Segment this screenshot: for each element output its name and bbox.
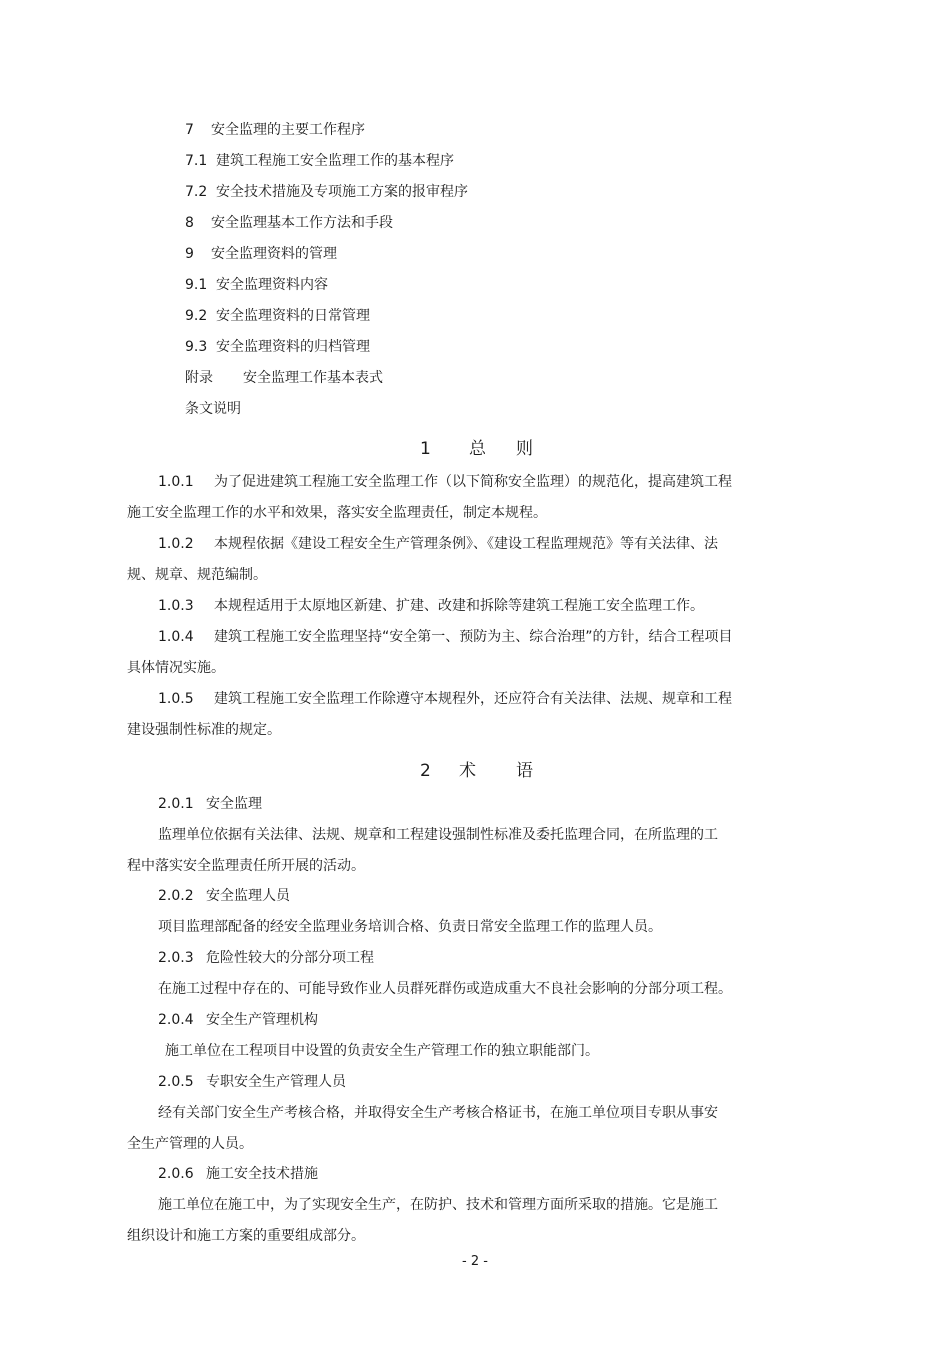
term-2-0-1-def: 监理单位依据有关法律、法规、规章和工程建设强制性标准及委托监理合同，在所监理的工 [158, 827, 718, 843]
page-number: - 2 - [462, 1254, 488, 1269]
toc-item-7-1: 7.1 建筑工程施工安全监理工作的基本程序 [185, 153, 454, 169]
clause-1-0-1-cont: 施工安全监理工作的水平和效果，落实安全监理责任，制定本规程。 [127, 505, 547, 521]
clause-1-0-4-cont: 具体情况实施。 [127, 660, 225, 676]
toc-item-7-2: 7.2 安全技术措施及专项施工方案的报审程序 [185, 184, 468, 200]
term-2-0-5-def: 经有关部门安全生产考核合格，并取得安全生产考核合格证书，在施工单位项目专职从事安 [158, 1105, 718, 1121]
term-2-0-4: 2.0.4 安全生产管理机构 [158, 1012, 318, 1028]
term-2-0-6-def-cont: 组织设计和施工方案的重要组成部分。 [127, 1228, 365, 1244]
toc-item-9-3: 9.3 安全监理资料的归档管理 [185, 339, 370, 355]
term-2-0-2: 2.0.2 安全监理人员 [158, 888, 290, 904]
term-2-0-1-def-cont: 程中落实安全监理责任所开展的活动。 [127, 858, 365, 874]
section-number: 1 [420, 439, 431, 459]
clause-1-0-5: 1.0.5 建筑工程施工安全监理工作除遵守本规程外，还应符合有关法律、法规、规章和工程 [158, 691, 732, 707]
term-2-0-6: 2.0.6 施工安全技术措施 [158, 1166, 318, 1182]
clause-1-0-5-cont: 建设强制性标准的规定。 [127, 722, 281, 738]
term-2-0-3: 2.0.3 危险性较大的分部分项工程 [158, 950, 374, 966]
toc-item-9-2: 9.2 安全监理资料的日常管理 [185, 308, 370, 324]
term-2-0-5: 2.0.5 专职安全生产管理人员 [158, 1074, 346, 1090]
section-heading-2 [0, 760, 950, 782]
toc-item-appendix: 附录 安全监理工作基本表式 [185, 370, 383, 386]
section-heading-1 [0, 438, 950, 460]
toc-item-notes: 条文说明 [185, 401, 241, 417]
term-2-0-1: 2.0.1 安全监理 [158, 796, 262, 812]
term-2-0-5-def-cont: 全生产管理的人员。 [127, 1136, 253, 1152]
term-2-0-4-def: 施工单位在工程项目中设置的负责安全生产管理工作的独立职能部门。 [165, 1043, 599, 1059]
term-2-0-3-def: 在施工过程中存在的、可能导致作业人员群死群伤或造成重大不良社会影响的分部分项工程。 [158, 981, 732, 997]
section-title-char: 语 [516, 761, 533, 781]
toc-item-7: 7 安全监理的主要工作程序 [185, 122, 365, 138]
term-2-0-2-def: 项目监理部配备的经安全监理业务培训合格、负责日常安全监理工作的监理人员。 [158, 919, 662, 935]
toc-item-8: 8 安全监理基本工作方法和手段 [185, 215, 393, 231]
toc-item-9-1: 9.1 安全监理资料内容 [185, 277, 328, 293]
section-title-char: 则 [516, 439, 533, 459]
section-title-char: 总 [469, 439, 486, 459]
section-title-char: 术 [459, 761, 476, 781]
toc-item-9: 9 安全监理资料的管理 [185, 246, 337, 262]
clause-1-0-2-cont: 规、规章、规范编制。 [127, 567, 267, 583]
clause-1-0-2: 1.0.2 本规程依据《建设工程安全生产管理条例》、《建设工程监理规范》等有关法律、法 [158, 536, 718, 552]
section-number: 2 [420, 761, 431, 781]
clause-1-0-1: 1.0.1 为了促进建筑工程施工安全监理工作（以下简称安全监理）的规范化，提高建筑工程 [158, 474, 732, 490]
clause-1-0-4: 1.0.4 建筑工程施工安全监理坚持“安全第一、预防为主、综合治理”的方针，结合工程项目 [158, 629, 733, 645]
term-2-0-6-def: 施工单位在施工中，为了实现安全生产，在防护、技术和管理方面所采取的措施。它是施工 [158, 1197, 718, 1213]
clause-1-0-3: 1.0.3 本规程适用于太原地区新建、扩建、改建和拆除等建筑工程施工安全监理工作。 [158, 598, 704, 614]
